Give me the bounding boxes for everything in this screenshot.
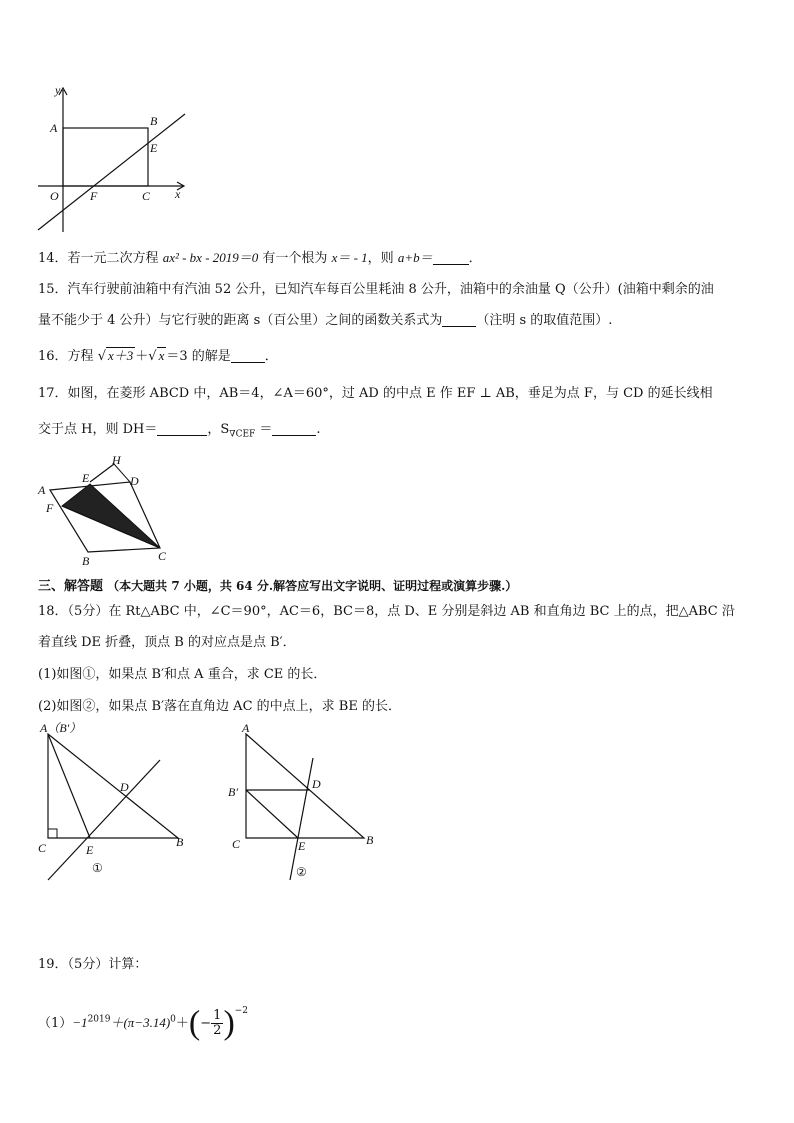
q14-text-after: 有一个根为 bbox=[258, 251, 332, 266]
label-e: E bbox=[298, 839, 306, 853]
label-f: F bbox=[46, 501, 54, 515]
q17-eq: ＝ bbox=[255, 422, 273, 437]
label-y: y bbox=[55, 84, 61, 97]
q14-end: ． bbox=[468, 251, 482, 266]
label-b: B bbox=[366, 833, 374, 847]
label-d: D bbox=[312, 777, 321, 791]
q19-term2-exp: 0 bbox=[170, 1014, 176, 1025]
q15-tail: （注明 s 的取值范围）. bbox=[476, 313, 613, 328]
label-b-prime: B′ bbox=[228, 785, 238, 799]
q16-prefix: 16．方程 bbox=[38, 349, 94, 364]
q19-fraction bbox=[211, 1009, 223, 1038]
sqrt-symbol: √ bbox=[148, 349, 157, 364]
label-b: B bbox=[176, 835, 184, 849]
label-a: A bbox=[50, 121, 58, 135]
question-15-line1: 15．汽车行驶前油箱中有汽油 52 公升，已知汽车每百公里耗油 8 公升，油箱中的余油量 Q（公升）(油箱中剩余的油 bbox=[38, 282, 714, 297]
question-15-line2 bbox=[38, 311, 612, 331]
q14-root: x＝ - 1 bbox=[331, 250, 368, 265]
q19-term2: ＋(π−3.14) bbox=[110, 1015, 171, 1030]
section-3-note: （本大题共 7 小题，共 64 分.解答应写出文字说明、证明过程或演算步骤.） bbox=[107, 579, 518, 593]
label-a: A bbox=[38, 483, 46, 497]
question-19-title: 19．（5分）计算： bbox=[38, 957, 148, 972]
q16-answer-blank[interactable] bbox=[231, 348, 265, 363]
sqrt-symbol: √ bbox=[97, 349, 106, 364]
label-b: B bbox=[82, 554, 90, 568]
q17-mid: ，S bbox=[207, 422, 230, 437]
question-18-part2: (2)如图②，如果点 B′落在直角边 AC 的中点上，求 BE 的长． bbox=[38, 699, 401, 714]
figure-rectangle-axes bbox=[28, 84, 198, 236]
right-paren-icon: ) bbox=[223, 1004, 235, 1042]
q19-term3-exp: −2 bbox=[234, 1006, 249, 1016]
label-o: O bbox=[50, 189, 59, 203]
label-c: C bbox=[142, 189, 151, 203]
q19-frac-num: 1 bbox=[213, 1008, 222, 1023]
label-x: x bbox=[175, 187, 181, 201]
q19-term1: −1 bbox=[72, 1015, 88, 1030]
q19-frac-den: 2 bbox=[213, 1023, 222, 1038]
q17-answer-blank-1[interactable] bbox=[157, 421, 207, 436]
label-c: C bbox=[232, 837, 241, 851]
q14-equation: ax² - bx - 2019＝0 bbox=[162, 250, 259, 265]
label-a: A bbox=[242, 721, 250, 735]
label-c: C bbox=[38, 841, 47, 855]
figure-18-2 bbox=[228, 720, 388, 885]
q17-answer-blank-2[interactable] bbox=[272, 421, 316, 436]
figure-18-1 bbox=[30, 720, 210, 885]
q16-end: ． bbox=[264, 349, 278, 364]
q14-answer-blank[interactable] bbox=[433, 250, 469, 265]
q16-eq: ＝3 的解是 bbox=[166, 349, 231, 364]
label-a: A（B′） bbox=[40, 721, 82, 735]
label-d: D bbox=[120, 780, 129, 794]
q17-sub: ∇CEF bbox=[229, 429, 256, 440]
question-18-line2: 着直线 DE 折叠，顶点 B 的对应点是点 B′． bbox=[38, 635, 296, 650]
label-f: F bbox=[90, 189, 98, 203]
question-19-part1 bbox=[38, 993, 248, 1042]
label-b: B bbox=[150, 114, 158, 128]
question-14 bbox=[38, 248, 482, 269]
section-3-title: 三、解答题 bbox=[38, 579, 104, 594]
q19-frac-sign: − bbox=[200, 1016, 212, 1031]
q14-text: 14．若一元二次方程 bbox=[38, 251, 163, 266]
question-18-line1: 18．（5分）在 Rt△ABC 中，∠C＝90°，AC＝6，BC＝8，点 D、E 分别是斜边 AB 和直角边 BC 上的点，把△ABC 沿 bbox=[38, 604, 735, 619]
figure-number-1: ① bbox=[92, 861, 103, 875]
q15-answer-blank[interactable] bbox=[442, 312, 476, 327]
q17-end: . bbox=[316, 422, 321, 437]
q19-part1-label: （1） bbox=[38, 1016, 73, 1031]
q17-text: 交于点 H，则 DH＝ bbox=[38, 422, 158, 437]
question-18-part1: (1)如图①，如果点 B′和点 A 重合，求 CE 的长． bbox=[38, 667, 327, 682]
q16-radicand-1: x＋3 bbox=[107, 348, 134, 363]
figure-number-2: ② bbox=[296, 865, 307, 879]
label-h: H bbox=[112, 453, 121, 467]
q16-plus: ＋ bbox=[135, 349, 149, 364]
left-paren-icon: ( bbox=[188, 1004, 201, 1042]
q14-tail: ，则 bbox=[367, 251, 398, 266]
q19-term3-sign: ＋ bbox=[175, 1016, 189, 1031]
q19-term1-exp: 2019 bbox=[87, 1014, 111, 1025]
figure-rhombus bbox=[32, 452, 182, 570]
question-17-line2 bbox=[38, 420, 321, 445]
q14-expr: a+b＝ bbox=[397, 250, 433, 265]
label-e: E bbox=[86, 843, 94, 857]
label-e: E bbox=[150, 141, 158, 155]
q16-radicand-2: x bbox=[158, 348, 165, 363]
q15-text: 量不能少于 4 公升）与它行驶的距离 s（百公里）之间的函数关系式为 bbox=[38, 313, 443, 328]
label-e: E bbox=[82, 471, 90, 485]
label-d: D bbox=[130, 474, 139, 488]
section-3-heading bbox=[38, 576, 517, 597]
question-16 bbox=[38, 347, 278, 367]
label-c: C bbox=[158, 549, 167, 563]
question-17-line1: 17．如图，在菱形 ABCD 中，AB＝4，∠A＝60°，过 AD 的中点 E 作 EF ⊥ AB，垂足为点 F，与 CD 的延长线相 bbox=[38, 386, 713, 401]
